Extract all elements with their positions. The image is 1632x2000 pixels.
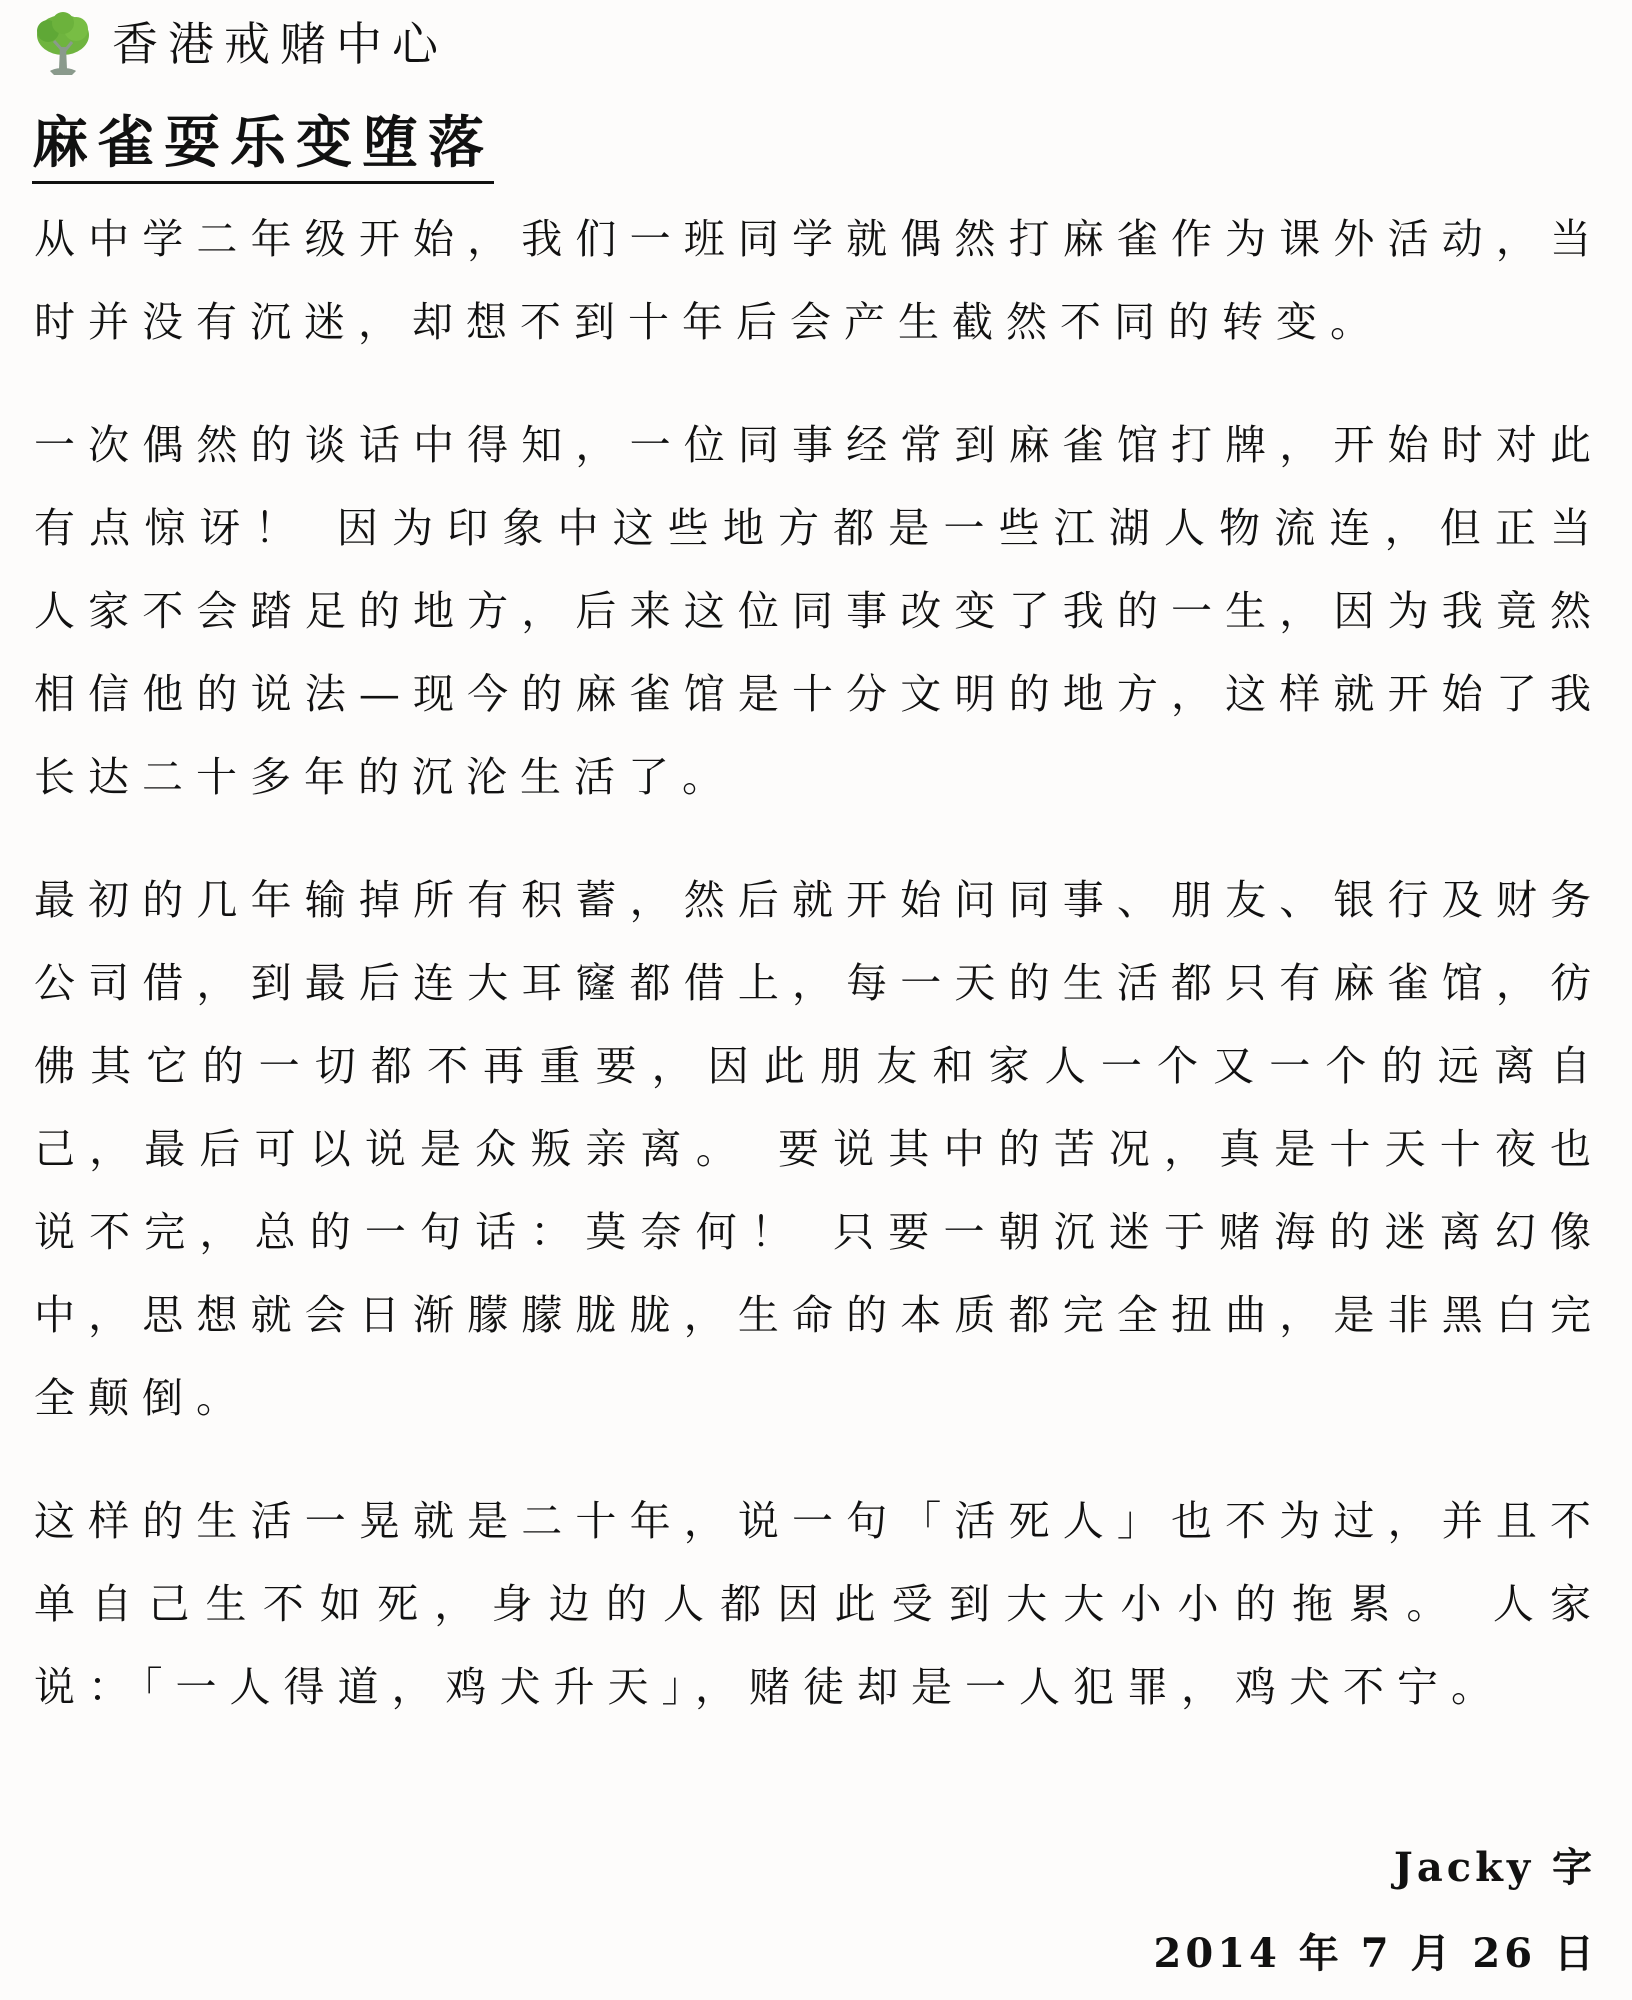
letterhead [32,8,448,80]
paragraph-4: 这样的生活一晃就是二十年，说一句「活死人」也不为过，并且不单自己生不如死，身边的人都因此受到大大小小的拖累。 人家说：「一人得道，鸡犬升天」，赌徒却是一人犯罪，鸡犬不宁。 [34,1497,1604,1711]
paragraph-2: 一次偶然的谈话中得知，一位同事经常到麻雀馆打牌，开始时对此有点惊讶！ 因为印象中这些地方都是一些江湖人物流连，但正当人家不会踏足的地方，后来这位同事改变了我的一生，因为我竟然相信他的说法—现今的麻雀馆是十分文明的地方，这样就开始了我长达二十多年的沉沦生活了。 [34,421,1604,801]
paragraph-3: 最初的几年输掉所有积蓄，然后就开始问同事、朋友、银行及财务公司借，到最后连大耳窿都借上，每一天的生活都只有麻雀馆，彷佛其它的一切都不再重要，因此朋友和家人一个又一个的远离自己，最后可以说是众叛亲离。 要说其中的苦况，真是十天十夜也说不完，总的一句话：莫奈何！ 只要一朝沉迷于赌海的迷离幻像中，思想就会日渐朦朦胧胧，生命的本质都完全扭曲，是非黑白完全颠倒。 [34,876,1604,1422]
tree-icon [32,11,94,77]
letter-date: 2014 年 7 月 26 日 [1153,1930,1598,1977]
organization-name: 香港戒赌中心 [112,17,448,71]
article-title: 麻雀耍乐变堕落 [32,112,494,184]
article-body [34,198,1604,1729]
author-signature: Jacky 字 [1393,1844,1596,1891]
paragraph-1: 从中学二年级开始，我们一班同学就偶然打麻雀作为课外活动，当时并没有沉迷，却想不到十年后会产生截然不同的转变。 [34,215,1604,346]
